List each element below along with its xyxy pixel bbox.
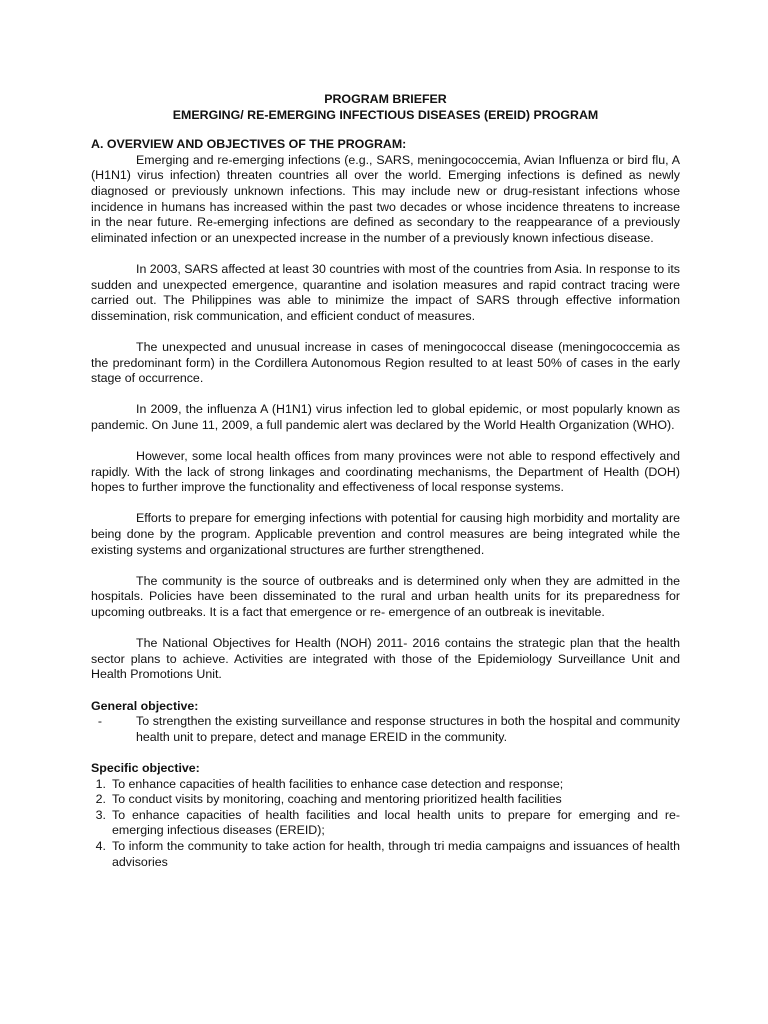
list-number: 2. — [95, 792, 106, 807]
list-item — [91, 714, 680, 745]
overview-paragraph: In 2009, the influenza A (H1N1) virus infection led to global epidemic, or most popularly known as pandemic. On June 11, 2009, a full pandemic alert was declared by the World Health Organization (WHO). — [91, 402, 680, 432]
general-objective-text: To strengthen the existing surveillance and response structures in both the hospital and community health unit to prepare, detect and manage EREID in the community. — [136, 714, 680, 744]
list-item — [91, 777, 680, 793]
list-number: 4. — [95, 838, 106, 853]
overview-paragraph: In 2003, SARS affected at least 30 countries with most of the countries from Asia. In response to its sudden and unexpected emergence, quarantine and isolation measures and rapid contract tracing were carried out. The Philippines was able to minimize the impact of SARS through effective information dissemination, risk communication, and efficient conduct of measures. — [91, 261, 680, 323]
general-objective-list — [91, 714, 680, 745]
overview-paragraph: The unexpected and unusual increase in cases of meningococcal disease (meningococcemia as the predominant form) in the Cordillera Autonomous Region resulted to at least 50% of cases in the early stage of occurrence. — [91, 339, 680, 386]
section-a-heading: A. OVERVIEW AND OBJECTIVES OF THE PROGRAM: — [91, 137, 407, 152]
overview-paragraph: Emerging and re-emerging infections (e.g., SARS, meningococcemia, Avian Influenza or bird flu, A (H1N1) virus infection) threaten countries all over the world. Emerging infections is defined as newly diagnosed or previously unknown infections. This may include new or drug-resistant infections whose incidence in humans has increased within the past two decades or whose incidence threatens to increase in the near future. Re-emerging infections are defined as secondary to the reappearance of a previously eliminated infection or an unexpected increase in the number of a previously known infectious disease. — [91, 152, 680, 245]
specific-objective-text: To conduct visits by monitoring, coaching and mentoring prioritized health facilities — [112, 792, 562, 807]
general-objective-heading: General objective: — [91, 698, 199, 713]
document-title-line-2: EMERGING/ RE-EMERGING INFECTIOUS DISEASES (EREID) PROGRAM — [172, 107, 599, 122]
list-item — [91, 808, 680, 839]
overview-paragraph: The National Objectives for Health (NOH) 2011- 2016 contains the strategic plan that the health sector plans to achieve. Activities are integrated with those of the Epidemiology Surveillance Unit and Health Promotions Unit. — [91, 636, 680, 682]
specific-objective-text: To enhance capacities of health facilities and local health units to prepare for emerging and re-emerging infectious diseases (EREID); — [112, 807, 680, 838]
list-number: 1. — [95, 776, 106, 791]
list-item — [91, 839, 680, 870]
specific-objective-list — [91, 777, 680, 871]
specific-objective-text: To enhance capacities of health facilities to enhance case detection and response; — [112, 776, 564, 791]
overview-paragraph: Efforts to prepare for emerging infections with potential for causing high morbidity and mortality are being done by the program. Applicable prevention and control measures are being integrated while the existing systems and organizational structures are further strengthened. — [91, 511, 680, 557]
document-title-line-1: PROGRAM BRIEFER — [324, 92, 447, 106]
specific-objective-text: To inform the community to take action for health, through tri media campaigns and issuances of health advisories — [112, 838, 680, 869]
bullet-dash: - — [97, 714, 103, 729]
list-item — [91, 792, 680, 808]
overview-paragraph: However, some local health offices from many provinces were not able to respond effectively and rapidly. With the lack of strong linkages and coordinating mechanisms, the Department of Health (DOH) hopes to further improve the functionality and effectiveness of local response systems. — [91, 449, 680, 495]
overview-paragraph: The community is the source of outbreaks and is determined only when they are admitted in the hospitals. Policies have been disseminated to the rural and urban health units for its preparedness for upcoming outbreaks. It is a fact that emergence or re- emergence of an outbreak is inevitable. — [91, 573, 680, 619]
specific-objective-heading: Specific objective: — [91, 760, 200, 775]
list-number: 3. — [95, 807, 106, 822]
